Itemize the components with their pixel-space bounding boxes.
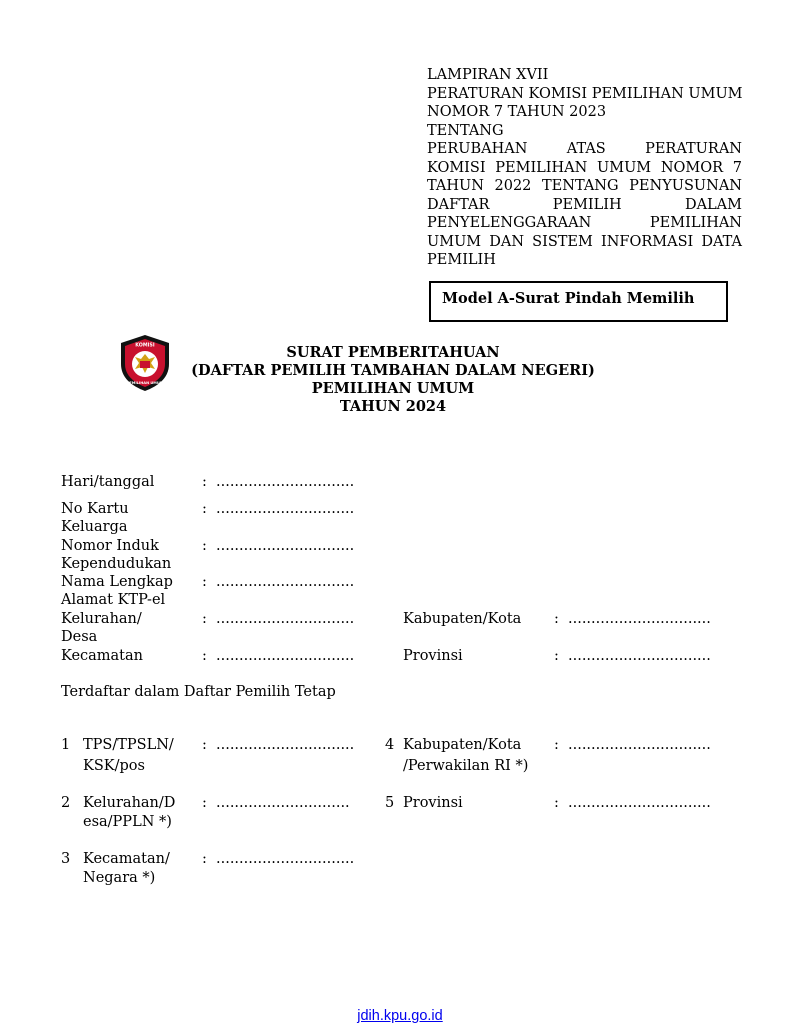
lampiran-word: NOMOR [660, 159, 724, 176]
lampiran-word: TENTANG [427, 122, 504, 139]
lampiran-line [427, 103, 742, 122]
lampiran-line [427, 122, 742, 141]
label-kelurahan-2: Desa [61, 629, 98, 645]
field-nik[interactable]: .............................. [216, 538, 355, 554]
label-no-kartu-2: Keluarga [61, 519, 128, 535]
label-dpt-kelurahan-2: esa/PPLN *) [83, 814, 172, 830]
label-alamat: Alamat KTP-el [61, 592, 166, 608]
label-dpt-provinsi: Provinsi [403, 795, 463, 811]
colon: : [554, 795, 559, 811]
document-title [150, 344, 636, 416]
colon: : [202, 851, 207, 867]
logo-text-top: KOMISI [135, 343, 155, 349]
label-dpt-kecamatan-2: Negara *) [83, 870, 156, 886]
lampiran-line [427, 233, 742, 252]
colon: : [202, 648, 207, 664]
lampiran-word: PEMILIHAN [649, 215, 742, 231]
lampiran-word: PENYUSUNAN [629, 178, 742, 194]
item-number-4: 4 [385, 737, 395, 753]
field-kabupaten-kota[interactable]: ............................... [568, 611, 711, 627]
lampiran-line [427, 214, 742, 233]
field-kecamatan[interactable]: .............................. [216, 648, 355, 664]
terdaftar-heading: Terdaftar dalam Daftar Pemilih Tetap [61, 684, 336, 700]
colon: : [202, 574, 207, 590]
lampiran-word: TENTANG [542, 178, 619, 194]
colon: : [554, 611, 559, 627]
lampiran-line [427, 66, 742, 85]
lampiran-word: DAFTAR [427, 196, 490, 213]
colon: : [202, 501, 207, 517]
lampiran-word: DATA [701, 233, 742, 250]
label-dpt-kabupaten: Kabupaten/Kota [403, 737, 522, 753]
footer-link[interactable]: jdih.kpu.go.id [357, 1008, 443, 1024]
logo-emblem [140, 361, 150, 368]
lampiran-word: SISTEM [532, 233, 593, 250]
colon: : [202, 538, 207, 554]
lampiran-word: UMUM [597, 159, 652, 176]
title-line-1: SURAT PEMBERITAHUAN [286, 344, 500, 361]
label-dpt-kelurahan: Kelurahan/D [83, 795, 176, 811]
lampiran-line [427, 177, 742, 196]
label-dpt-kecamatan: Kecamatan/ [83, 851, 170, 867]
lampiran-word: DAN [489, 233, 525, 250]
label-dpt-kabupaten-2: /Perwakilan RI *) [403, 758, 529, 774]
lampiran-word: TAHUN [427, 178, 484, 194]
title-line-2: (DAFTAR PEMILIH TAMBAHAN DALAM NEGERI) [191, 362, 595, 379]
lampiran-line [427, 251, 742, 270]
item-number-5: 5 [385, 795, 395, 811]
lampiran-word: DALAM [684, 196, 742, 213]
field-tps[interactable]: .............................. [216, 737, 355, 753]
lampiran-word: 7 [732, 159, 742, 176]
label-tps-2: KSK/pos [83, 758, 145, 774]
lampiran-word: UMUM [427, 233, 482, 250]
field-kelurahan-desa[interactable]: .............................. [216, 611, 355, 627]
lampiran-word: NOMOR 7 TAHUN 2023 [427, 104, 607, 120]
label-nik: Nomor Induk [61, 538, 159, 554]
field-no-kartu-keluarga[interactable]: .............................. [216, 501, 355, 517]
lampiran-line [427, 85, 742, 104]
lampiran-word: PEMILIH [552, 196, 622, 213]
label-tps: TPS/TPSLN/ [83, 737, 174, 753]
lampiran-word: PERATURAN [645, 141, 742, 157]
colon: : [202, 611, 207, 627]
lampiran-line [427, 140, 742, 159]
label-hari-tanggal: Hari/tanggal [61, 474, 155, 490]
label-nama-lengkap: Nama Lengkap [61, 574, 173, 590]
lampiran-word: PEMILIHAN [495, 159, 588, 176]
label-kecamatan: Kecamatan [61, 648, 143, 664]
lampiran-word: PENYELENGGARAAN [427, 215, 592, 231]
lampiran-word: KOMISI [427, 159, 486, 176]
label-nik-2: Kependudukan [61, 556, 172, 572]
lampiran-word: PERUBAHAN [427, 141, 528, 157]
label-provinsi: Provinsi [403, 648, 463, 664]
title-line-4: TAHUN 2024 [339, 398, 447, 415]
lampiran-word: LAMPIRAN XVII [427, 67, 549, 83]
item-number-3: 3 [61, 851, 71, 867]
label-kelurahan: Kelurahan/ [61, 611, 142, 627]
title-line-3: PEMILIHAN UMUM [311, 380, 475, 397]
lampiran-word: INFORMASI [600, 233, 694, 250]
model-box: Model A-Surat Pindah Memilih [429, 281, 728, 322]
colon: : [202, 737, 207, 753]
field-dpt-kabupaten[interactable]: ............................... [568, 737, 711, 753]
field-provinsi[interactable]: ............................... [568, 648, 711, 664]
colon: : [202, 474, 207, 490]
field-dpt-kelurahan[interactable]: ............................. [216, 795, 350, 811]
logo-text-bottom: PEMILIHAN UMUM [126, 381, 164, 385]
colon: : [554, 737, 559, 753]
field-dpt-provinsi[interactable]: ............................... [568, 795, 711, 811]
lampiran-word: PERATURAN KOMISI PEMILIHAN UMUM [427, 85, 743, 102]
colon: : [554, 648, 559, 664]
field-nama-lengkap[interactable]: .............................. [216, 574, 355, 590]
lampiran-word: 2022 [494, 178, 532, 194]
item-number-2: 2 [61, 795, 71, 811]
lampiran-word: PEMILIH [427, 252, 496, 268]
lampiran-line [427, 196, 742, 215]
item-number-1: 1 [61, 737, 71, 753]
lampiran-header [427, 66, 742, 270]
field-hari-tanggal[interactable]: .............................. [216, 474, 355, 490]
footer [0, 1008, 800, 1024]
label-kabupaten-kota: Kabupaten/Kota [403, 611, 522, 627]
field-dpt-kecamatan[interactable]: .............................. [216, 851, 355, 867]
colon: : [202, 795, 207, 811]
label-no-kartu: No Kartu [61, 501, 129, 517]
lampiran-word: ATAS [566, 141, 606, 157]
lampiran-line [427, 159, 742, 178]
